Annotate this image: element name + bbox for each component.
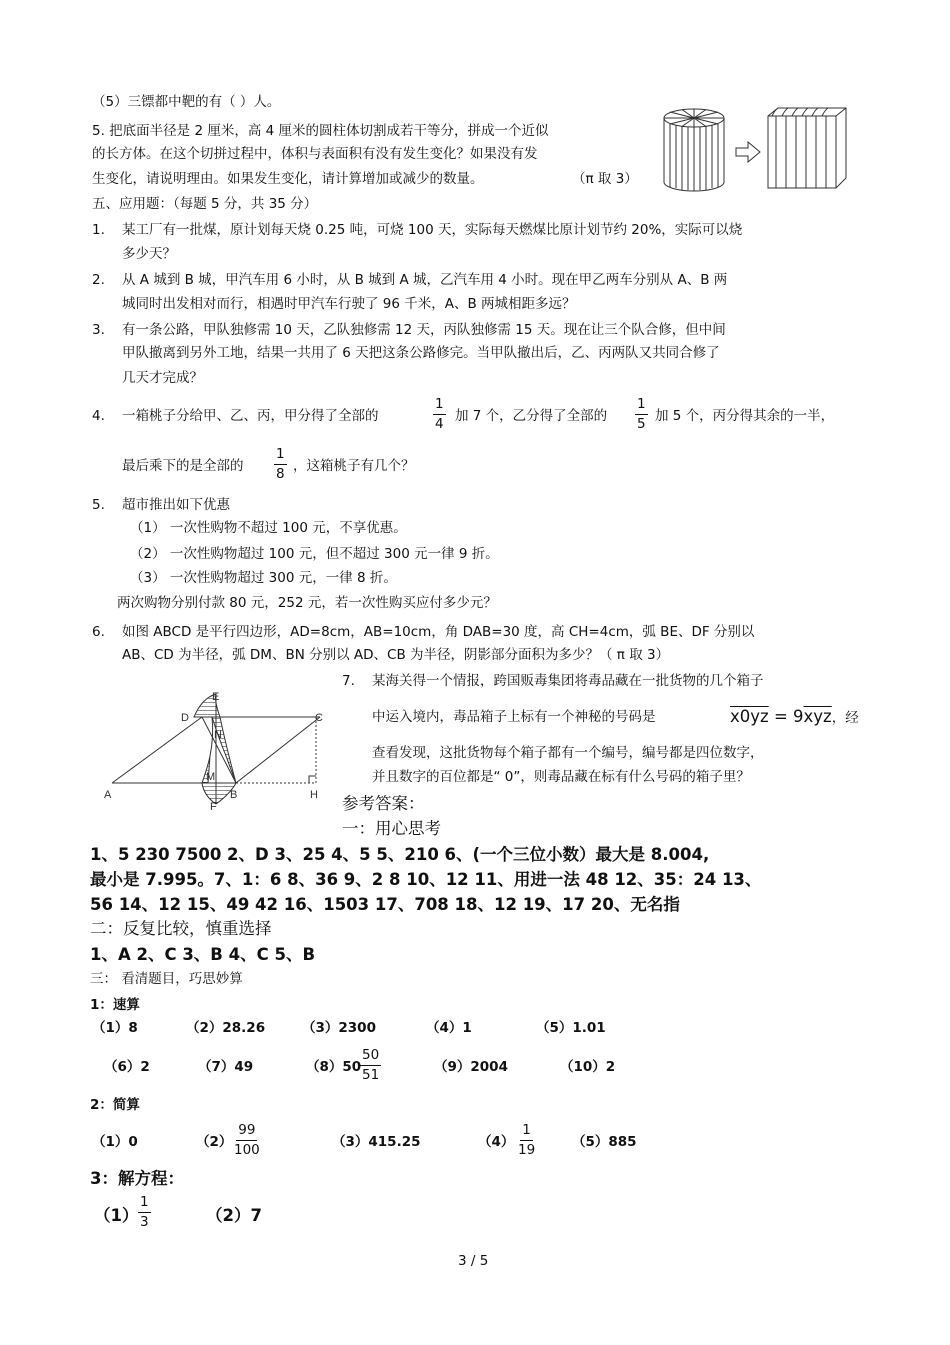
q5-question: 两次购物分别付款 80 元，252 元，若一次性购买应付多少元？: [117, 595, 497, 611]
q7-mystery-code: [730, 706, 859, 729]
q5-line2: 的长方体。在这个切拼过程中，体积与表面积有没有发生变化？如果没有发: [92, 146, 538, 162]
fraction-denominator: 8: [276, 466, 285, 482]
answers-sub1: 1：速算: [90, 997, 140, 1013]
q7-line4: 并且数字的百位都是“ 0”，则毒品藏在标有什么号码的箱子里？: [372, 769, 750, 785]
fraction-numerator: 1: [433, 396, 446, 415]
q4-part2: 加 7 个，乙分得了全部的: [455, 408, 608, 424]
quick-calc-4: （4）1: [426, 1020, 472, 1036]
q1-line1: 某工厂有一批煤，原计划每天烧 0.25 吨，可烧 100 天，实际每天燃煤比原计划节约 20%，实际可以烧: [122, 222, 743, 238]
q6-line1: 如图 ABCD 是平行四边形，AD=8cm，AB=10cm，角 DAB=30 度，高 CH=4cm，弧 BE、DF 分别以: [122, 624, 755, 640]
fraction-numerator: 1: [635, 396, 648, 415]
q5-intro: 超市推出如下优惠: [122, 497, 230, 513]
item-5-text: （5）三镖都中靶的有（ ）人。: [92, 94, 281, 110]
simplify-2-fraction: [232, 1122, 262, 1159]
fraction-denominator: 3: [140, 1214, 149, 1230]
q4-part4: 最后乘下的是全部的: [122, 458, 244, 474]
simplify-1: （1）0: [92, 1134, 138, 1150]
code-equals: = 9: [768, 707, 804, 726]
label-a: A: [104, 789, 112, 801]
q6-number: 6.: [92, 624, 105, 640]
q2-number: 2.: [92, 272, 105, 288]
label-m: M: [206, 771, 216, 783]
simplify-2-label: （2）: [196, 1134, 233, 1150]
q3-number: 3.: [92, 322, 105, 338]
q4-number: 4.: [92, 408, 105, 424]
q3-line3: 几天才完成？: [122, 370, 203, 386]
q4-fraction-2: [635, 396, 648, 433]
quick-calc-9: （9）2004: [434, 1059, 508, 1075]
q5-line1: 5. 把底面半径是 2 厘米，高 4 厘米的圆柱体切割成若干等分，拼成一个近似: [92, 123, 549, 139]
label-d: D: [181, 712, 189, 724]
q7-line3: 查看发现，这批货物每个箱子都有一个编号，编号都是四位数字，: [372, 745, 764, 761]
section5-heading: 五、应用题：（每题 5 分，共 35 分）: [92, 196, 318, 212]
quick-calc-6: （6）2: [104, 1059, 150, 1075]
q7-line2: 中运入境内，毒品箱子上标有一个神秘的号码是: [372, 709, 656, 725]
cylinder-cut-illustration: [660, 104, 855, 194]
quick-calc-8-whole: （8）50: [306, 1059, 362, 1075]
q1-number: 1.: [92, 222, 105, 238]
answers-sub3: 3：解方程：: [90, 1169, 184, 1188]
q4-part5: ，这箱桃子有几个？: [293, 458, 415, 474]
q1-line2: 多少天？: [122, 246, 176, 262]
q5-option3: （3） 一次性购物超过 300 元，一律 8 折。: [130, 570, 397, 586]
simplify-4-label: （4）: [478, 1134, 515, 1150]
quick-calc-7: （7）49: [198, 1059, 254, 1075]
quick-calc-5: （5）1.01: [536, 1020, 606, 1036]
code-part-b: $\overline{xyz}$: [803, 707, 832, 726]
label-e: E: [212, 691, 220, 703]
answers-part1-line1: 1、5 230 7500 2、D 3、25 4、5 5、210 6、(一个三位小数）最大是 8.004,: [90, 845, 710, 864]
fraction-denominator: 5: [637, 416, 646, 432]
q4-fraction-3: [274, 446, 287, 483]
q6-line2: AB、CD 为半径，弧 DM、BN 分别以 AD、CB 为半径，阴影部分面积为多少？（ π 取 3）: [122, 647, 670, 663]
label-f: F: [210, 801, 217, 810]
q7-number: 7.: [342, 673, 355, 689]
quick-calc-8-fraction: [360, 1047, 381, 1084]
fraction-denominator: 51: [362, 1067, 380, 1083]
label-n: N: [214, 729, 222, 741]
simplify-4-fraction: [516, 1122, 537, 1159]
parallelogram-figure: [98, 686, 330, 810]
fraction-denominator: 4: [435, 416, 444, 432]
q5-option1: （1） 一次性购物不超过 100 元，不享优惠。: [130, 520, 407, 536]
q4-part3: 加 5 个，丙分得其余的一半，: [655, 408, 835, 424]
quick-calc-1: （1）8: [92, 1020, 138, 1036]
fraction-numerator: 1: [520, 1122, 533, 1141]
equation-1-label: （1）: [94, 1206, 139, 1225]
q5-number: 5.: [92, 497, 105, 513]
fraction-numerator: 1: [138, 1194, 151, 1213]
q5-pi-note: （π 取 3）: [572, 171, 638, 187]
code-suffix: ，经: [831, 710, 859, 726]
fraction-denominator: 19: [518, 1142, 536, 1158]
q5-line3: 生变化，请说明理由。如果发生变化，请计算增加或减少的数量。: [92, 171, 484, 187]
q4-part1: 一箱桃子分给甲、乙、丙，甲分得了全部的: [122, 408, 379, 424]
quick-calc-10: （10）2: [560, 1059, 616, 1075]
q3-line2: 甲队撤离到另外工地，结果一共用了 6 天把这条公路修完。当甲队撤出后，乙、丙两队又共同合修了: [122, 345, 720, 361]
simplify-3: （3）415.25: [332, 1134, 421, 1150]
answers-part2-title: 二：反复比较，慎重选择: [90, 919, 272, 938]
answers-part1-line3: 56 14、12 15、49 42 16、1503 17、708 18、12 19、17 20、无名指: [90, 895, 680, 914]
q3-line1: 有一条公路，甲队独修需 10 天，乙队独修需 12 天，丙队独修需 15 天。现在让三个队合修，但中间: [122, 322, 726, 338]
simplify-5: （5）885: [572, 1134, 637, 1150]
answers-part1-title: 一：用心思考: [342, 819, 441, 838]
label-c: C: [315, 712, 323, 724]
quick-calc-2: （2）28.26: [186, 1020, 266, 1036]
code-part-a: x0yz: [730, 707, 769, 726]
q2-line1: 从 A 城到 B 城，甲汽车用 6 小时，从 B 城到 A 城，乙汽车用 4 小时。现在甲乙两车分别从 A、B 两: [122, 272, 728, 288]
answers-part3-title: 三： 看清题目，巧思妙算: [90, 971, 243, 987]
quick-calc-3: （3）2300: [302, 1020, 376, 1036]
page-number: 3 / 5: [458, 1253, 489, 1269]
fraction-numerator: 50: [360, 1047, 381, 1066]
q2-line2: 城同时出发相对而行，相遇时甲汽车行驶了 96 千米，A、B 两城相距多远？: [122, 296, 576, 312]
fraction-numerator: 99: [236, 1122, 257, 1141]
answers-sub2: 2：简算: [90, 1097, 140, 1113]
answers-title: 参考答案：: [342, 794, 425, 813]
fraction-numerator: 1: [274, 446, 287, 465]
q7-line1: 某海关得一个情报，跨国贩毒集团将毒品藏在一批货物的几个箱子: [372, 673, 764, 689]
q5-option2: （2） 一次性购物超过 100 元，但不超过 300 元一律 9 折。: [130, 546, 499, 562]
answers-part2-line: 1、A 2、C 3、B 4、C 5、B: [90, 945, 316, 964]
q4-fraction-1: [433, 396, 446, 433]
fraction-denominator: 100: [234, 1142, 260, 1158]
equation-2: （2）7: [206, 1206, 262, 1225]
label-b: B: [230, 789, 238, 801]
label-h: H: [310, 789, 318, 801]
answers-part1-line2: 最小是 7.995。7、1：6 8、36 9、2 8 10、12 11、用进一法 48 12、35：24 13、: [90, 870, 762, 889]
equation-1-fraction: [138, 1194, 151, 1231]
